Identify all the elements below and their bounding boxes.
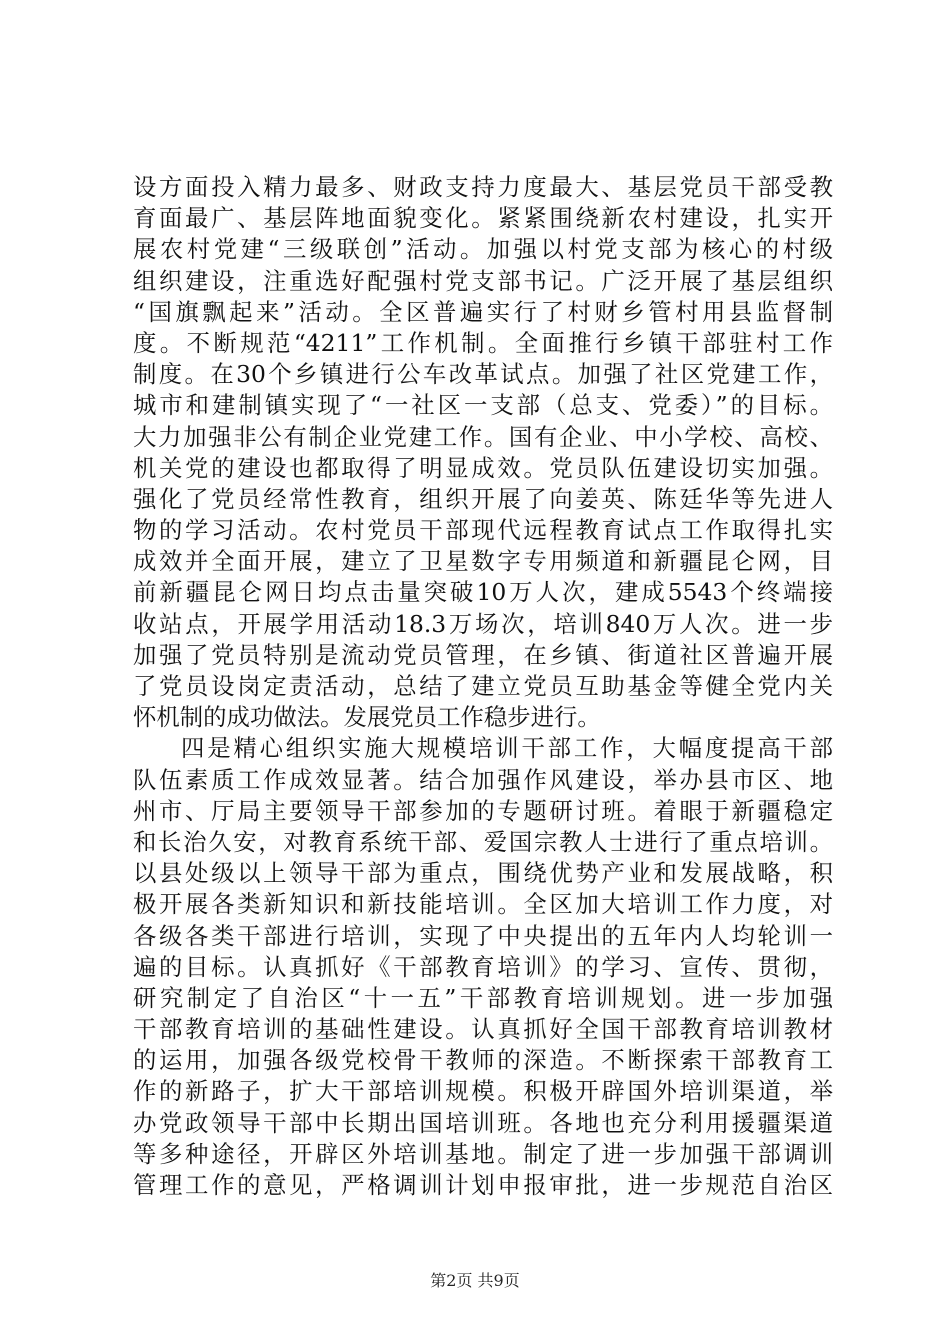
text-line: 物的学习活动。农村党员干部现代远程教育试点工作取得扎实 [133,516,833,545]
text-line: “国旗飘起来”活动。全区普遍实行了村财乡管村用县监督制 [133,297,833,326]
text-line: 的运用，加强各级党校骨干教师的深造。不断探索干部教育工 [133,1046,833,1075]
text-line: 研究制定了自治区“十一五”干部教育培训规划。进一步加强 [133,983,833,1012]
text-line: 管理工作的意见，严格调训计划申报审批，进一步规范自治区 [133,1171,833,1199]
text-line: 怀机制的成功做法。发展党员工作稳步进行。 [133,703,601,732]
text-line: 和长治久安，对教育系统干部、爱国宗教人士进行了重点培训。 [133,827,833,856]
text-line: 等多种途径，开辟区外培训基地。制定了进一步加强干部调训 [133,1139,833,1168]
text-line: 队伍素质工作成效显著。结合加强作风建设，举办县市区、地 [133,765,833,794]
body-text [133,172,833,1201]
text-line: 成效并全面开展，建立了卫星数字专用频道和新疆昆仑网，目 [133,547,833,576]
text-line: 州市、厅局主要领导干部参加的专题研讨班。着眼于新疆稳定 [133,796,833,825]
text-line: 强化了党员经常性教育，组织开展了向姜英、陈廷华等先进人 [133,484,833,513]
text-line: 城市和建制镇实现了“一社区一支部（总支、党委）”的目标。 [133,391,833,420]
text-line: 遍的目标。认真抓好《干部教育培训》的学习、宣传、贯彻， [133,952,833,981]
text-line: 了党员设岗定责活动，总结了建立党员互助基金等健全党内关 [133,672,833,700]
text-line: 干部教育培训的基础性建设。认真抓好全国干部教育培训教材 [133,1015,833,1044]
text-line: 各级各类干部进行培训，实现了中央提出的五年内人均轮训一 [133,921,833,950]
text-line: 设方面投入精力最多、财政支持力度最大、基层党员干部受教 [133,173,833,201]
text-line: 展农村党建“三级联创”活动。加强以村党支部为核心的村级 [133,235,833,264]
text-line: 四是精心组织实施大规模培训干部工作，大幅度提高干部 [181,734,833,763]
text-line: 前新疆昆仑网日均点击量突破10万人次，建成5543个终端接 [133,578,833,607]
text-line: 制度。在30个乡镇进行公车改革试点。加强了社区党建工作， [133,360,833,389]
text-line: 办党政领导干部中长期出国培训班。各地也充分利用援疆渠道 [133,1108,833,1137]
text-line: 机关党的建设也都取得了明显成效。党员队伍建设切实加强。 [133,453,833,482]
text-line: 育面最广、基层阵地面貌变化。紧紧围绕新农村建设，扎实开 [133,204,833,233]
page-footer: 第2页 共9页 [430,1271,520,1290]
text-line: 组织建设，注重选好配强村党支部书记。广泛开展了基层组织 [133,266,833,295]
text-line: 大力加强非公有制企业党建工作。国有企业、中小学校、高校、 [133,422,833,451]
text-line: 度。不断规范“4211”工作机制。全面推行乡镇干部驻村工作 [133,328,833,357]
text-line: 收站点，开展学用活动18.3万场次，培训840万人次。进一步 [133,609,833,638]
text-line: 以县处级以上领导干部为重点，围绕优势产业和发展战略，积 [133,859,833,888]
text-line: 极开展各类新知识和新技能培训。全区加大培训工作力度，对 [133,890,833,919]
text-line: 作的新路子，扩大干部培训规模。积极开辟国外培训渠道，举 [133,1077,833,1106]
text-line: 加强了党员特别是流动党员管理，在乡镇、街道社区普遍开展 [133,640,833,669]
